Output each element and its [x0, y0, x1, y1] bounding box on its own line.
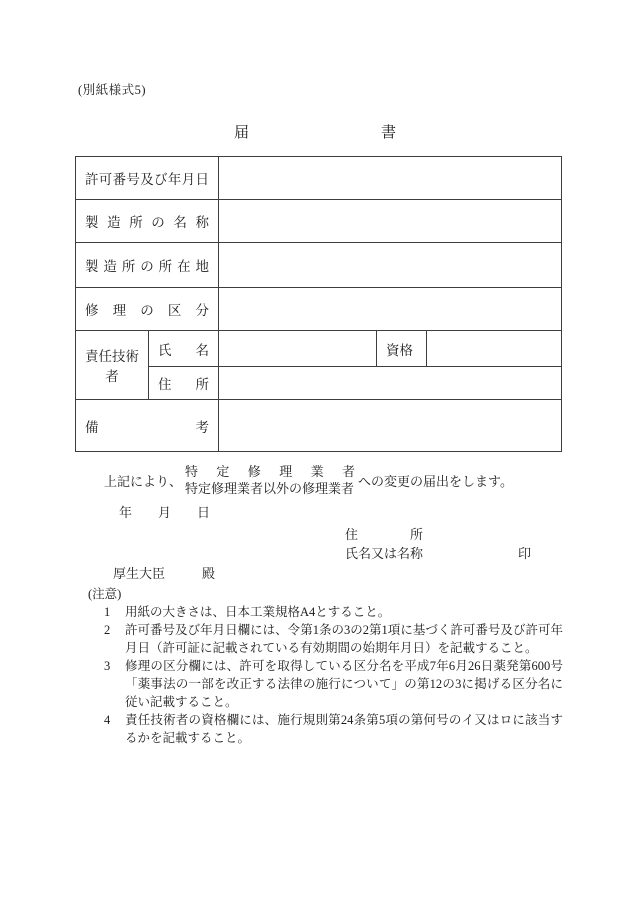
statement-suffix: への変更の届出をします。 [358, 473, 513, 489]
note-item [85, 711, 563, 747]
submitter-name-line [345, 543, 531, 562]
title-char-left: 届 [233, 125, 249, 141]
engineer-address-field [219, 367, 562, 400]
option-other-repairer: 特定修理業者以外の修理業者 [185, 481, 355, 496]
facility-name-field [219, 200, 562, 243]
notification-form-table [75, 156, 562, 452]
note-number: 3 [104, 659, 111, 673]
notes-heading: (注意) [88, 587, 122, 601]
note-text: 修理の区分欄には、許可を取得している区分名を平成7年6月26日薬発第600号「薬事法の一部を改正する法律の施行について」の第12の3に掲げる区分名に従い記載すること。 [125, 659, 563, 709]
title-char-right: 書 [381, 125, 397, 141]
permit-number-field [219, 157, 562, 200]
note-text: 用紙の大きさは、日本工業規格A4とすること。 [125, 605, 391, 619]
note-text: 責任技術者の資格欄には、施行規則第24条第5項の第何号のイ又はロに該当するかを記載すること。 [125, 713, 563, 745]
note-item [85, 657, 563, 711]
repairer-type-options [185, 463, 355, 497]
note-number: 2 [104, 623, 111, 637]
qualification-field [427, 331, 562, 367]
engineer-name-field [219, 331, 377, 367]
remarks-label: 備考 [76, 400, 219, 452]
repair-category-label: 修理の区分 [76, 288, 219, 331]
engineer-name-label: 氏名 [149, 331, 219, 367]
engineer-label: 責任技術者 [76, 331, 149, 400]
document-title [0, 121, 630, 142]
note-text: 許可番号及び年月日欄には、令第1条の3の2第1項に基づく許可番号及び許可年月日（許可証に記載されている有効期間の始期年月日）を記載すること。 [125, 623, 563, 655]
remarks-field [219, 400, 562, 452]
note-item [85, 603, 563, 621]
qualification-label: 資格 [377, 331, 427, 367]
repair-category-field [219, 288, 562, 331]
facility-name-label: 製造所の名称 [76, 200, 219, 243]
date-line: 年 月 日 [119, 505, 211, 520]
note-number: 1 [104, 605, 111, 619]
change-statement [75, 463, 513, 497]
seal-mark: 印 [517, 546, 531, 561]
notes-section [85, 585, 563, 747]
option-specified-repairer: 特定修理業者 [185, 464, 356, 479]
submitter-address-label: 住 所 [345, 527, 424, 542]
note-item [85, 621, 563, 657]
facility-address-label: 製造所の所在地 [76, 243, 219, 288]
submitter-name-label: 氏名又は名称 [345, 546, 424, 561]
engineer-address-label: 住所 [149, 367, 219, 400]
facility-address-field [219, 243, 562, 288]
form-reference: (別紙様式5) [78, 83, 147, 97]
recipient-line [113, 563, 215, 582]
recipient-title: 厚生大臣 [113, 566, 166, 581]
recipient-honorific: 殿 [202, 566, 216, 581]
statement-prefix: 上記により、 [104, 473, 183, 489]
permit-number-label: 許可番号及び年月日 [76, 157, 219, 200]
note-number: 4 [104, 713, 111, 727]
